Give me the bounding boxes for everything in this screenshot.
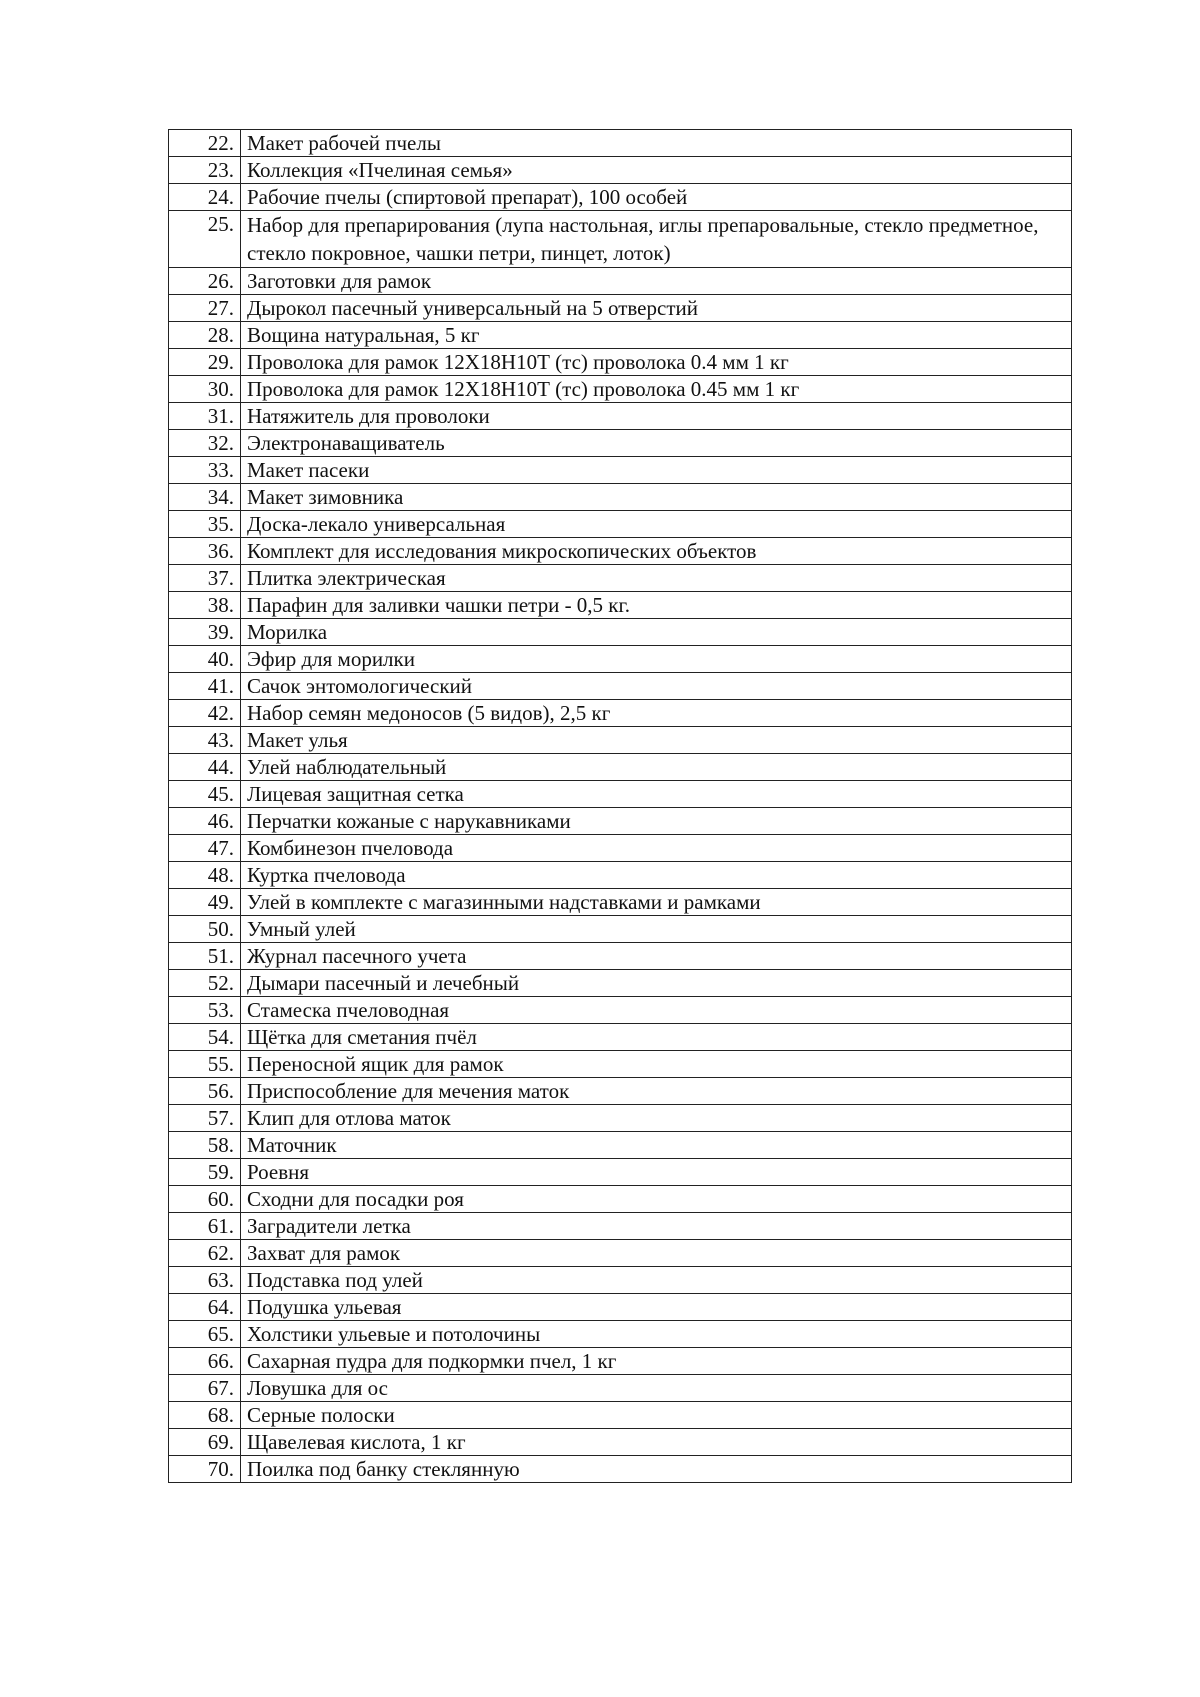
item-name: Натяжитель для проволоки [241,403,1072,430]
table-row [169,1105,1072,1132]
row-number: 50. [169,916,241,943]
item-name: Доска-лекало универсальная [241,511,1072,538]
item-name: Серные полоски [241,1402,1072,1429]
table-row [169,700,1072,727]
item-name: Холстики ульевые и потолочины [241,1321,1072,1348]
row-number: 32. [169,430,241,457]
table-row [169,511,1072,538]
table-row [169,1240,1072,1267]
item-name: Макет зимовника [241,484,1072,511]
item-name: Плитка электрическая [241,565,1072,592]
row-number: 58. [169,1132,241,1159]
row-number: 41. [169,673,241,700]
row-number: 43. [169,727,241,754]
row-number: 28. [169,322,241,349]
row-number: 46. [169,808,241,835]
row-number: 45. [169,781,241,808]
table-row [169,1159,1072,1186]
row-number: 52. [169,970,241,997]
table-row [169,1213,1072,1240]
row-number: 39. [169,619,241,646]
row-number: 29. [169,349,241,376]
item-name: Макет рабочей пчелы [241,130,1072,157]
table-row [169,538,1072,565]
row-number: 33. [169,457,241,484]
table-row [169,835,1072,862]
row-number: 67. [169,1375,241,1402]
table-row [169,889,1072,916]
row-number: 30. [169,376,241,403]
table-row [169,1348,1072,1375]
item-name: Дымари пасечный и лечебный [241,970,1072,997]
table-row [169,484,1072,511]
table-row [169,130,1072,157]
row-number: 57. [169,1105,241,1132]
table-row [169,1078,1072,1105]
item-name: Сахарная пудра для подкормки пчел, 1 кг [241,1348,1072,1375]
row-number: 24. [169,184,241,211]
table-row [169,1429,1072,1456]
item-name: Проволока для рамок 12Х18Н10Т (тс) проволока 0.45 мм 1 кг [241,376,1072,403]
table-row [169,430,1072,457]
table-row [169,916,1072,943]
item-name: Комбинезон пчеловода [241,835,1072,862]
row-number: 31. [169,403,241,430]
item-name: Макет пасеки [241,457,1072,484]
item-name: Улей в комплекте с магазинными надставками и рамками [241,889,1072,916]
table-row [169,943,1072,970]
row-number: 68. [169,1402,241,1429]
table-row [169,157,1072,184]
item-name: Приспособление для мечения маток [241,1078,1072,1105]
table-row [169,1321,1072,1348]
row-number: 59. [169,1159,241,1186]
row-number: 34. [169,484,241,511]
item-name: Проволока для рамок 12Х18Н10Т (тс) проволока 0.4 мм 1 кг [241,349,1072,376]
row-number: 53. [169,997,241,1024]
item-name: Парафин для заливки чашки петри - 0,5 кг. [241,592,1072,619]
item-name: Перчатки кожаные с нарукавниками [241,808,1072,835]
item-name: Улей наблюдательный [241,754,1072,781]
item-name: Набор для препарирования (лупа настольная, иглы препаровальные, стекло предметное, стекло покровное, чашки петри, пинцет, лоток) [241,211,1072,268]
table-row [169,673,1072,700]
table-row [169,862,1072,889]
item-name: Сачок энтомологический [241,673,1072,700]
item-name: Комплект для исследования микроскопических объектов [241,538,1072,565]
table-row [169,349,1072,376]
row-number: 36. [169,538,241,565]
table-row [169,376,1072,403]
item-name: Переносной ящик для рамок [241,1051,1072,1078]
table-row [169,619,1072,646]
row-number: 70. [169,1456,241,1483]
item-name: Электронаващиватель [241,430,1072,457]
row-number: 44. [169,754,241,781]
row-number: 40. [169,646,241,673]
item-name: Сходни для посадки роя [241,1186,1072,1213]
item-name: Щётка для сметания пчёл [241,1024,1072,1051]
item-name: Ловушка для ос [241,1375,1072,1402]
item-name: Вощина натуральная, 5 кг [241,322,1072,349]
table-row [169,970,1072,997]
table-row [169,211,1072,268]
row-number: 25. [169,211,241,268]
table-row [169,1051,1072,1078]
item-name: Поилка под банку стеклянную [241,1456,1072,1483]
table-row [169,1402,1072,1429]
row-number: 35. [169,511,241,538]
item-name: Журнал пасечного учета [241,943,1072,970]
row-number: 69. [169,1429,241,1456]
item-name: Захват для рамок [241,1240,1072,1267]
item-name: Подушка ульевая [241,1294,1072,1321]
table-row [169,295,1072,322]
table-row [169,592,1072,619]
table-row [169,1186,1072,1213]
table-row [169,646,1072,673]
inventory-sheet [168,129,1072,1483]
table-row [169,565,1072,592]
item-name: Дырокол пасечный универсальный на 5 отверстий [241,295,1072,322]
row-number: 65. [169,1321,241,1348]
table-row [169,403,1072,430]
item-name: Подставка под улей [241,1267,1072,1294]
item-name: Стамеска пчеловодная [241,997,1072,1024]
item-name: Заготовки для рамок [241,268,1072,295]
item-name: Коллекция «Пчелиная семья» [241,157,1072,184]
table-row [169,1024,1072,1051]
row-number: 60. [169,1186,241,1213]
table-row [169,1375,1072,1402]
row-number: 64. [169,1294,241,1321]
row-number: 56. [169,1078,241,1105]
inventory-table-body [169,130,1072,1483]
item-name: Эфир для морилки [241,646,1072,673]
table-row [169,997,1072,1024]
table-row [169,808,1072,835]
table-row [169,457,1072,484]
item-name: Морилка [241,619,1072,646]
row-number: 23. [169,157,241,184]
table-row [169,1294,1072,1321]
row-number: 51. [169,943,241,970]
table-row [169,781,1072,808]
row-number: 42. [169,700,241,727]
row-number: 47. [169,835,241,862]
table-row [169,1456,1072,1483]
item-name: Макет улья [241,727,1072,754]
row-number: 26. [169,268,241,295]
row-number: 62. [169,1240,241,1267]
item-name: Рабочие пчелы (спиртовой препарат), 100 особей [241,184,1072,211]
row-number: 55. [169,1051,241,1078]
item-name: Щавелевая кислота, 1 кг [241,1429,1072,1456]
row-number: 48. [169,862,241,889]
row-number: 37. [169,565,241,592]
item-name: Умный улей [241,916,1072,943]
item-name: Заградители летка [241,1213,1072,1240]
table-row [169,268,1072,295]
item-name: Клип для отлова маток [241,1105,1072,1132]
row-number: 27. [169,295,241,322]
table-row [169,1132,1072,1159]
row-number: 22. [169,130,241,157]
inventory-table [168,129,1072,1483]
table-row [169,754,1072,781]
table-row [169,322,1072,349]
table-row [169,184,1072,211]
row-number: 66. [169,1348,241,1375]
row-number: 49. [169,889,241,916]
item-name: Лицевая защитная сетка [241,781,1072,808]
row-number: 63. [169,1267,241,1294]
item-name: Куртка пчеловода [241,862,1072,889]
row-number: 61. [169,1213,241,1240]
row-number: 38. [169,592,241,619]
item-name: Маточник [241,1132,1072,1159]
row-number: 54. [169,1024,241,1051]
table-row [169,1267,1072,1294]
item-name: Набор семян медоносов (5 видов), 2,5 кг [241,700,1072,727]
item-name: Роевня [241,1159,1072,1186]
table-row [169,727,1072,754]
